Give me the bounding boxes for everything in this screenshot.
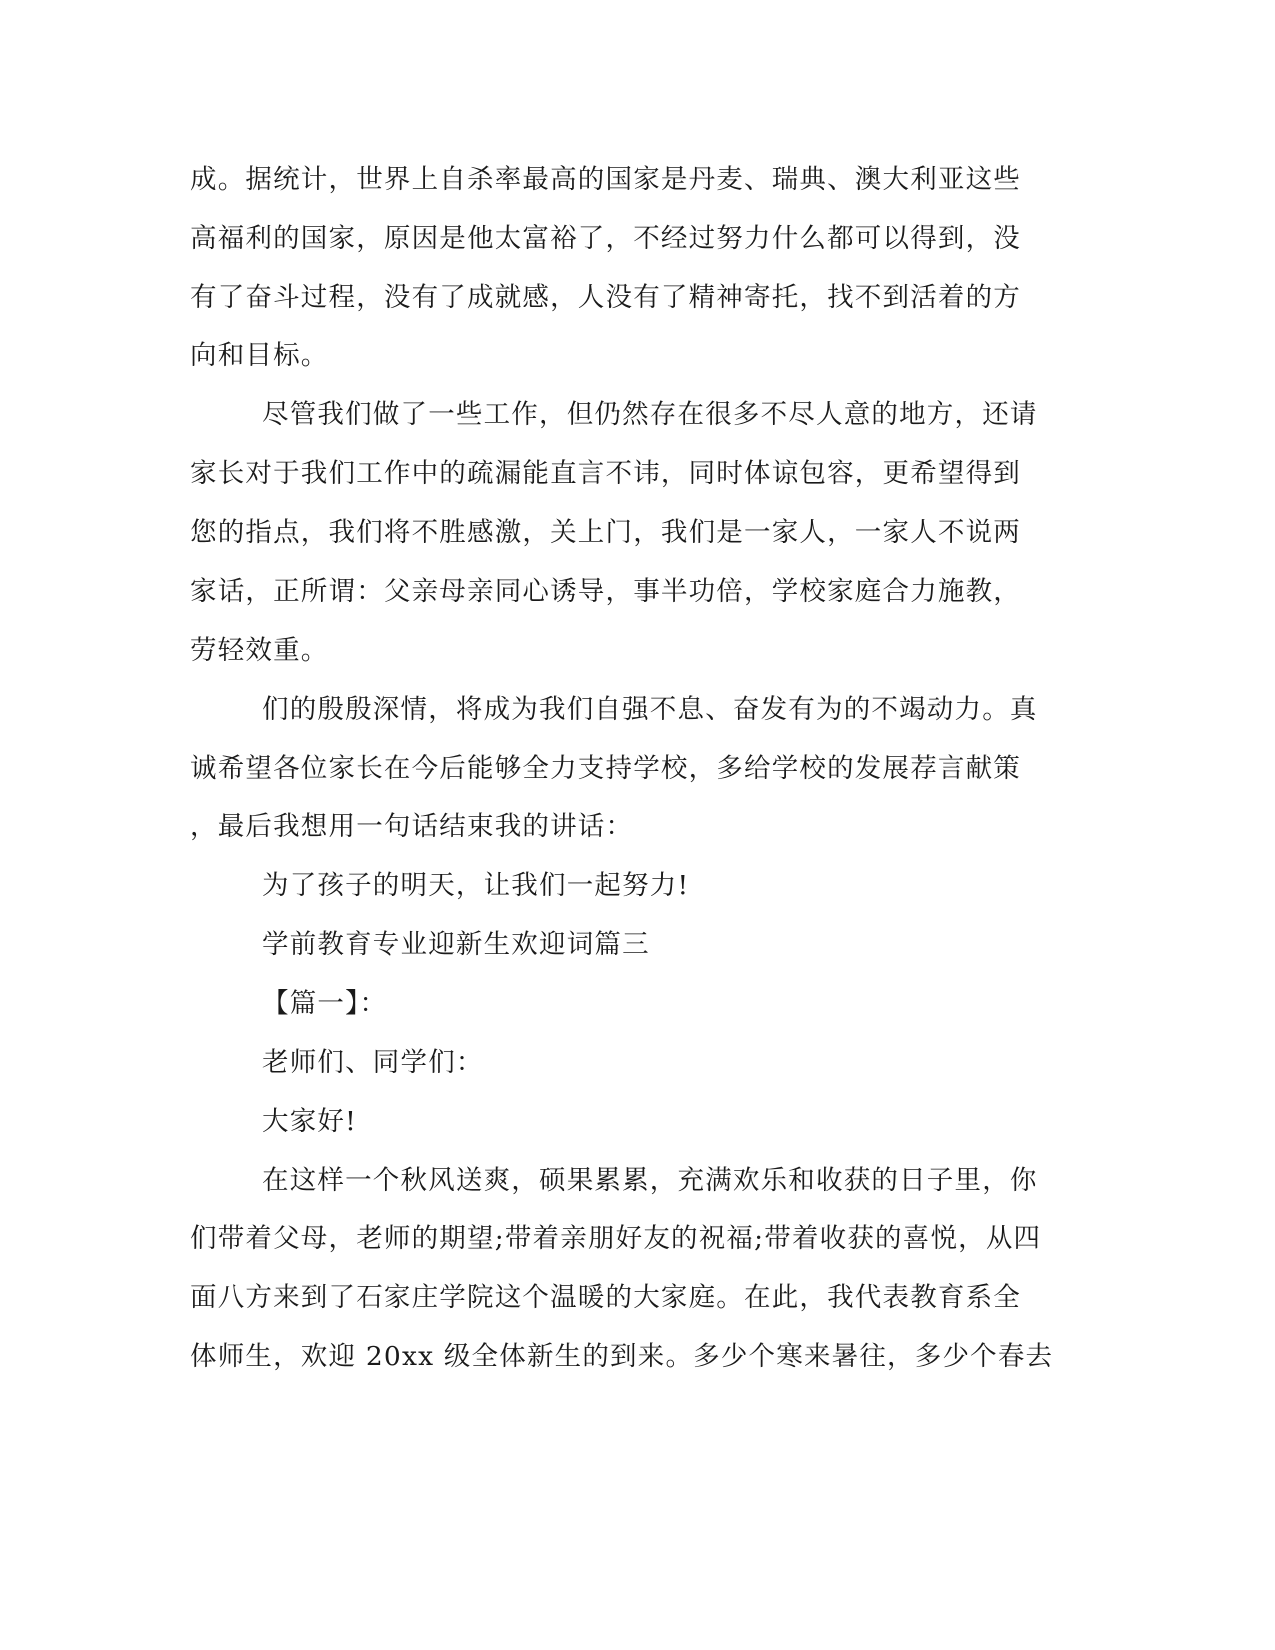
text-line: 诚希望各位家长在今后能够全力支持学校，多给学校的发展荐言献策 bbox=[190, 753, 1021, 784]
text-line: 您的指点，我们将不胜感激，关上门，我们是一家人，一家人不说两 bbox=[190, 517, 1021, 548]
text-line: 面八方来到了石家庄学院这个温暖的大家庭。在此，我代表教育系全 bbox=[190, 1282, 1021, 1313]
text-line: 有了奋斗过程，没有了成就感，人没有了精神寄托，找不到活着的方 bbox=[190, 282, 1021, 313]
salutation: 老师们、同学们： bbox=[262, 1047, 484, 1078]
text-line: 们带着父母，老师的期望;带着亲朋好友的祝福;带着收获的喜悦，从四 bbox=[190, 1223, 1042, 1254]
text-line: 高福利的国家，原因是他太富裕了，不经过努力什么都可以得到，没 bbox=[190, 223, 1021, 254]
text-line: 为了孩子的明天，让我们一起努力! bbox=[262, 870, 690, 901]
text-line: 体师生，欢迎 20xx 级全体新生的到来。多少个寒来暑往，多少个春去 bbox=[190, 1341, 1054, 1372]
text-line: 家长对于我们工作中的疏漏能直言不讳，同时体谅包容，更希望得到 bbox=[190, 458, 1021, 489]
text-line: 在这样一个秋风送爽，硕果累累，充满欢乐和收获的日子里，你 bbox=[262, 1165, 1038, 1196]
text-line: 向和目标。 bbox=[190, 340, 329, 371]
text-line: 成。据统计，世界上自杀率最高的国家是丹麦、瑞典、澳大利亚这些 bbox=[190, 164, 1021, 195]
section-heading: 学前教育专业迎新生欢迎词篇三 bbox=[262, 929, 650, 960]
greeting: 大家好! bbox=[262, 1106, 357, 1137]
section-subheading: 【篇一】： bbox=[262, 988, 388, 1019]
text-line: 家话，正所谓：父亲母亲同心诱导，事半功倍，学校家庭合力施教， bbox=[190, 576, 1021, 607]
text-line: ，最后我想用一句话结束我的讲话： bbox=[190, 811, 634, 842]
text-line: 尽管我们做了一些工作，但仍然存在很多不尽人意的地方，还请 bbox=[262, 399, 1038, 430]
text-line: 劳轻效重。 bbox=[190, 635, 329, 666]
text-line: 们的殷殷深情，将成为我们自强不息、奋发有为的不竭动力。真 bbox=[262, 694, 1038, 725]
